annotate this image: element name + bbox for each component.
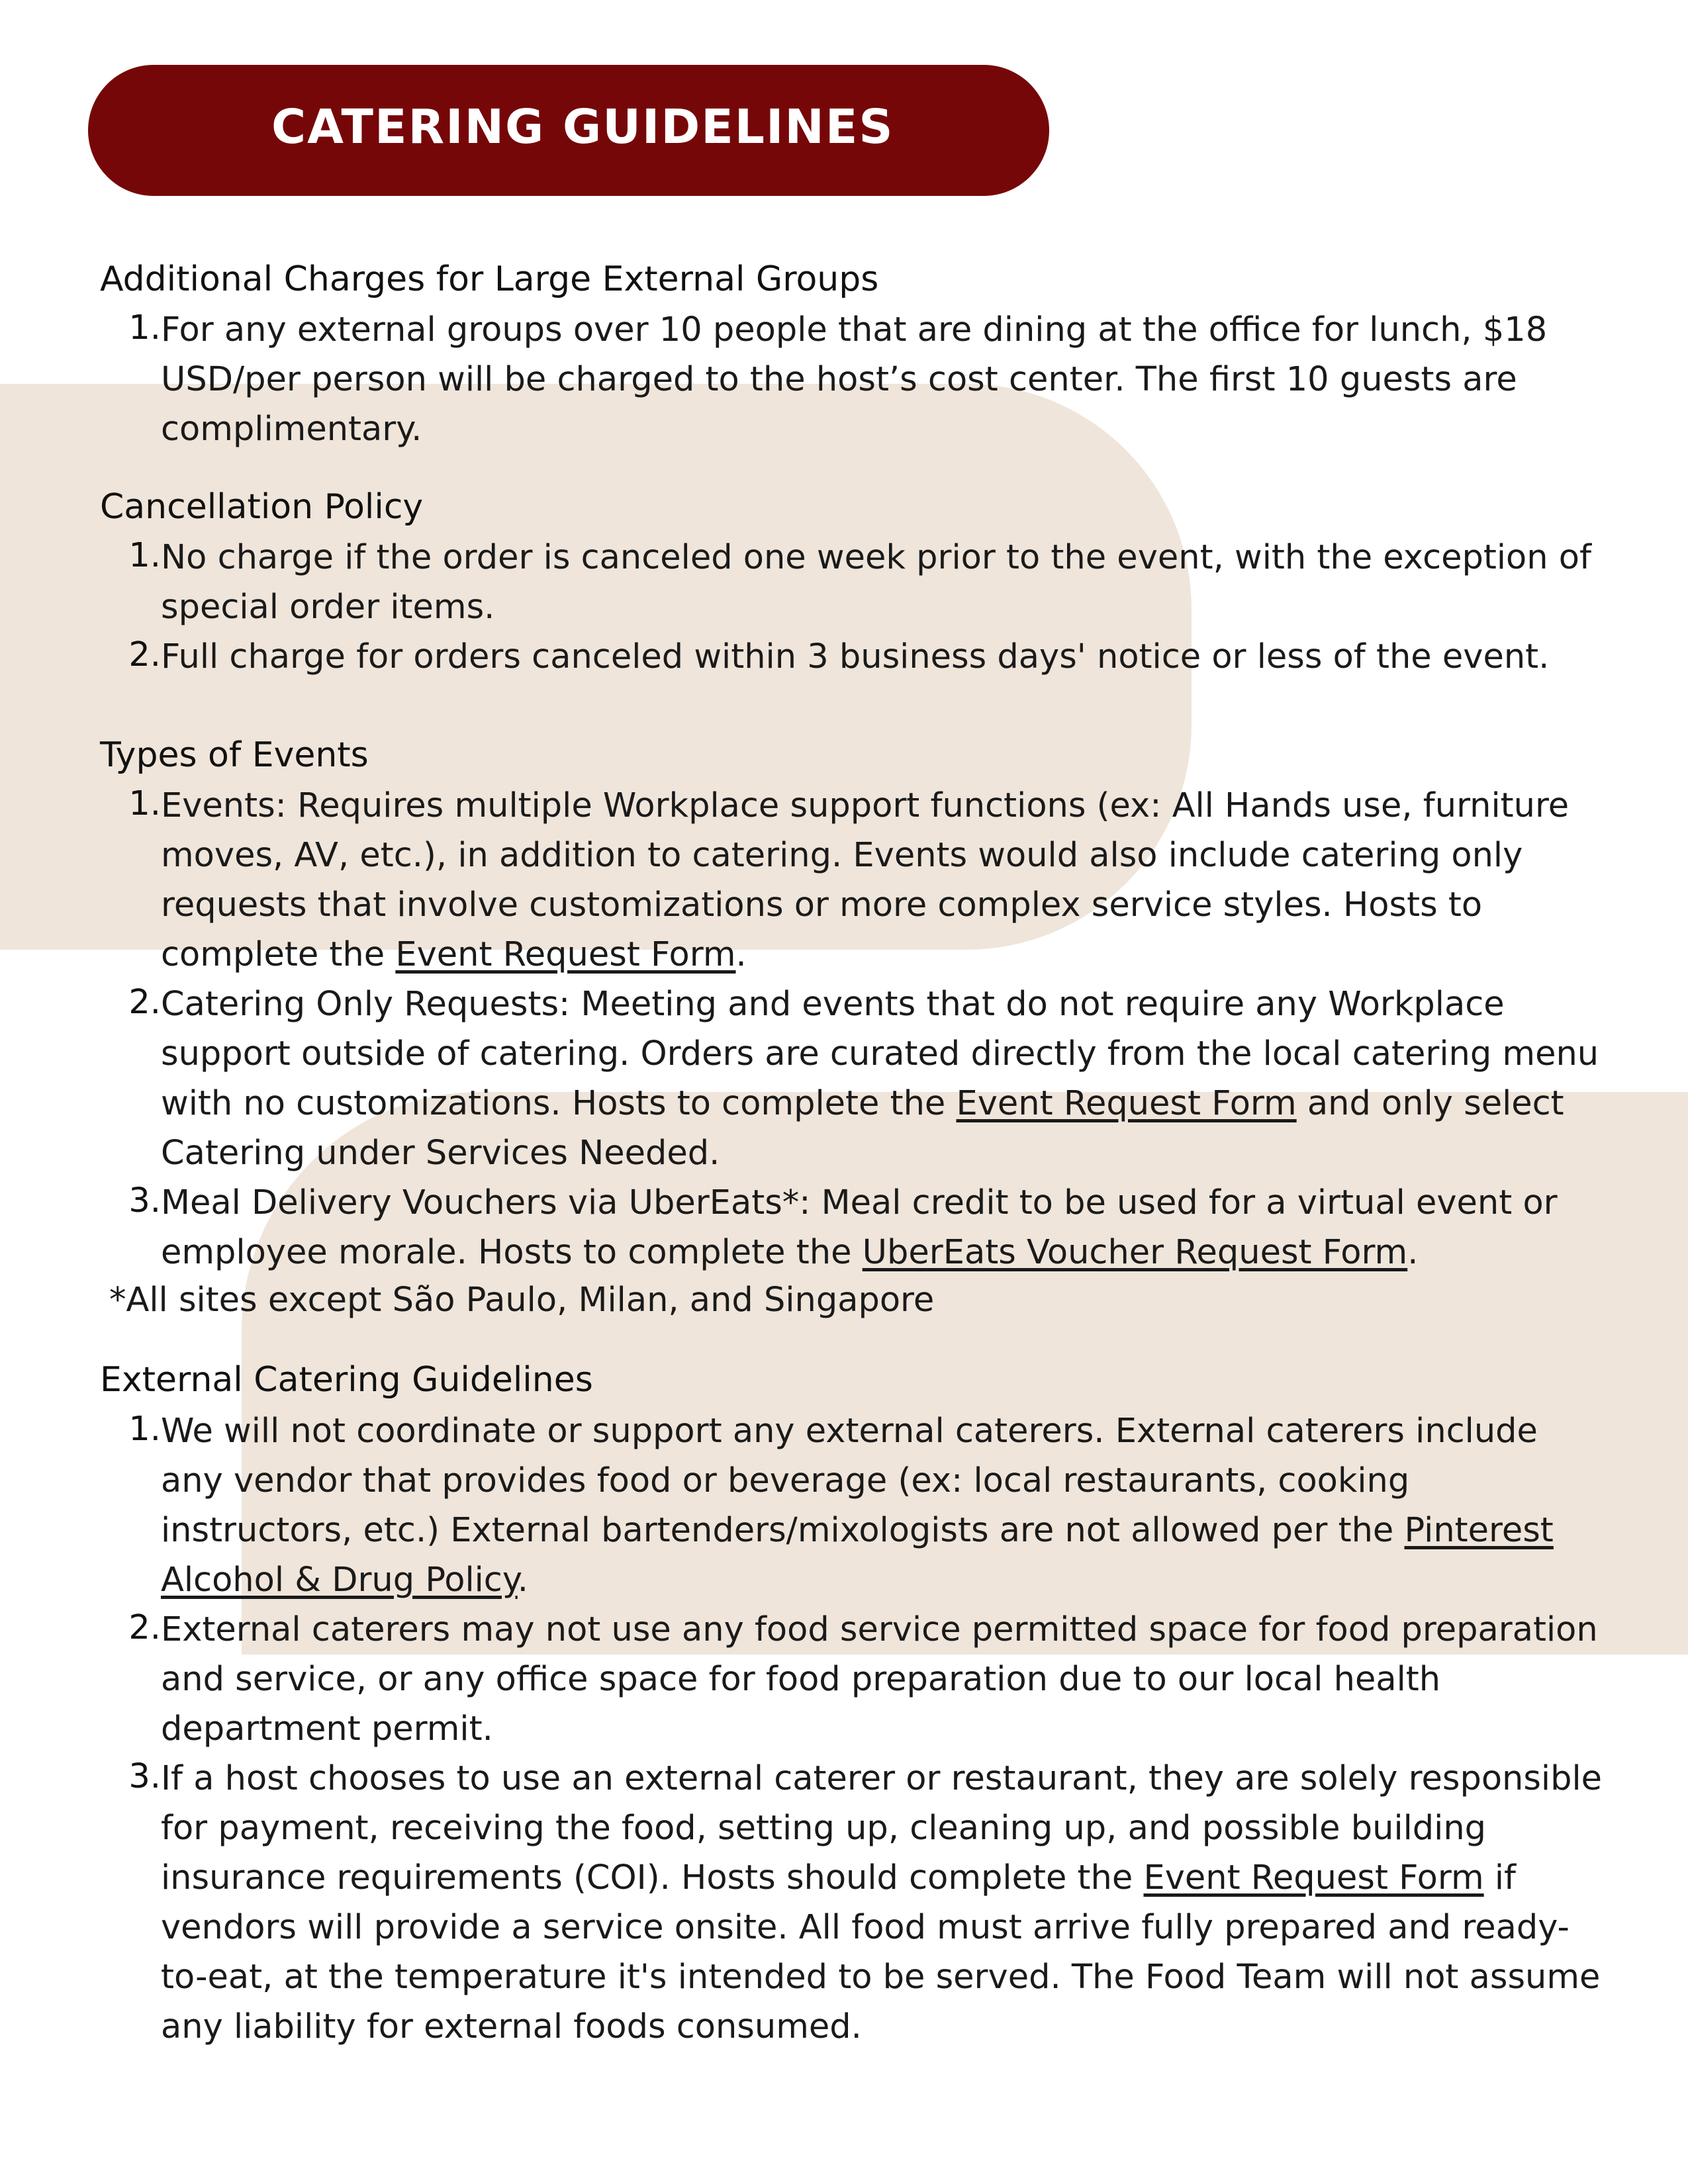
list-item-number: 3. [128,1181,161,1220]
section-title-additional-charges: Additional Charges for Large External Groups [100,259,879,299]
list-item-text: Events: Requires multiple Workplace support functions (ex: All Hands use, furniture moves, AV, etc.), in addition to catering. Events would also include catering only requests that involve customizations or more complex service styles. Hosts to complete the Event Request Form. [161,786,1570,974]
event-request-form-link[interactable]: Event Request Form [1143,1858,1484,1897]
event-request-form-link[interactable]: Event Request Form [956,1084,1297,1123]
list-item-text: If a host chooses to use an external caterer or restaurant, they are solely responsible for payment, receiving the food, setting up, cleaning up, and possible building insurance requirements (COI). Hosts should complete the Event Request Form if vendors will provide a service onsite. All food must arrive fully prepared and ready-to-eat, at the temperature it's intended to be served. The Food Team will not assume any liability for external foods consumed. [161,1759,1603,2046]
list-item-text: Full charge for orders canceled within 3 business days' notice or less of the event. [161,637,1550,676]
list-item-number: 2. [128,635,161,674]
list-item-text: We will not coordinate or support any external caterers. External caterers include any vendor that provides food or beverage (ex: local restaurants, cooking instructors, etc.) External bartenders/mixologists are not allowed per the Pinterest Alcohol & Drug Policy. [161,1412,1554,1600]
list-item-text: No charge if the order is canceled one week prior to the event, with the exception of special order items. [161,538,1591,627]
list-item-number: 2. [128,1608,161,1647]
list-item-text: For any external groups over 10 people that are dining at the office for lunch, $18 USD/per person will be charged to the host’s cost center. The first 10 guests are complimentary. [161,310,1548,449]
list-item-number: 1. [128,1410,161,1449]
list-item-text: External caterers may not use any food service permitted space for food preparation and service, or any office space for food preparation due to our local health department permit. [161,1610,1598,1749]
alcohol-drug-policy-link[interactable]: Pinterest Alcohol & Drug Policy [161,1511,1554,1600]
ubereats-voucher-request-form-link[interactable]: UberEats Voucher Request Form [862,1233,1408,1272]
list-item-number: 1. [128,784,161,823]
event-request-form-link[interactable]: Event Request Form [395,935,736,974]
page-title: CATERING GUIDELINES [271,99,894,154]
list-item-number: 1. [128,536,161,575]
list-item-number: 1. [128,308,161,347]
list-item-number: 3. [128,1757,161,1796]
section-title-types-of-events: Types of Events [100,735,369,775]
list-item-number: 2. [128,983,161,1022]
list-item-text: Catering Only Requests: Meeting and events that do not require any Workplace support outside of catering. Orders are curated directly from the local catering menu with no customizations. Hosts to complete the Event Request Form and only select Catering under Services Needed. [161,985,1599,1173]
section-title-cancellation: Cancellation Policy [100,487,424,527]
section-title-external-catering: External Catering Guidelines [100,1360,593,1400]
list-item-text: Meal Delivery Vouchers via UberEats*: Meal credit to be used for a virtual event or employee morale. Hosts to complete the UberEats Voucher Request Form. [161,1183,1558,1272]
footnote: *All sites except São Paulo, Milan, and Singapore [109,1281,935,1320]
